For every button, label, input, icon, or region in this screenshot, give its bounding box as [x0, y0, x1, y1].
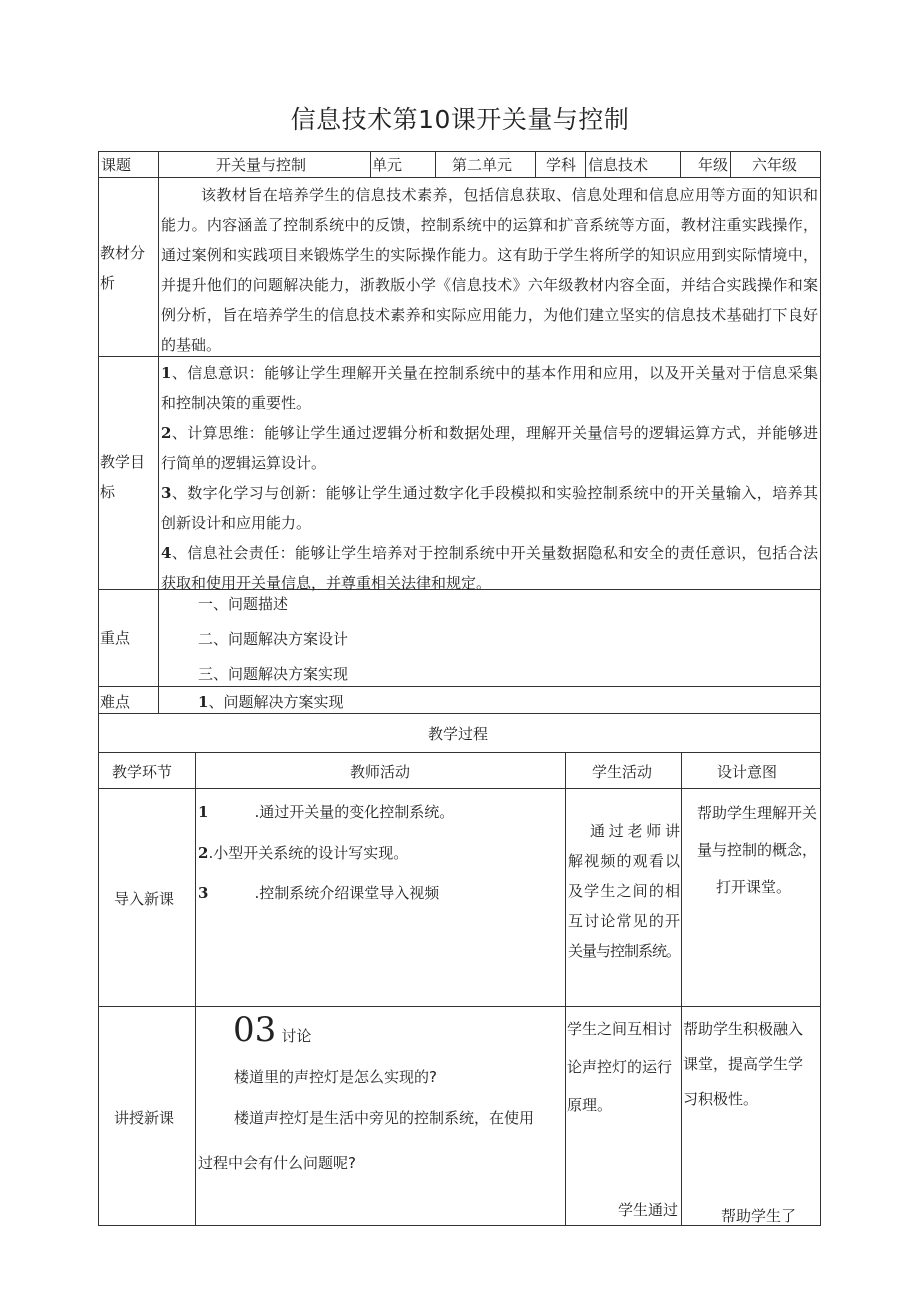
goal-item: 1、信息意识：能够让学生理解开关量在控制系统中的基本作用和应用，以及开关量对于信息采集	[161, 364, 818, 382]
analysis-line: 并提升他们的问题解决能力，浙教版小学《信息技术》六年级教材内容全面，并结合实践操作和案	[161, 276, 818, 294]
teacher-item: 2.小型开关系统的设计写实现。	[198, 844, 409, 862]
goal-item: 4、信息社会责任：能够让学生培养对于控制系统中开关量数据隐私和安全的责任意识，包括合法	[161, 544, 818, 562]
key-point-item: 三、问题解决方案实现	[198, 665, 349, 683]
intent-line: 帮助学生理解开关	[697, 804, 818, 822]
teacher-item: 3 .控制系统介绍课堂导入视频	[198, 884, 440, 902]
column-header-teacher: 教师活动	[350, 763, 411, 781]
goal-item-cont: 行简单的逻辑运算设计。	[161, 454, 327, 472]
goals-label-line1: 教学目	[100, 453, 146, 471]
column-header-intent: 设计意图	[717, 763, 778, 781]
goal-item-cont: 创新设计和应用能力。	[161, 514, 312, 532]
goal-item: 2、计算思维：能够让学生通过逻辑分析和数据处理，理解开关量信号的逻辑运算方式，并能够进	[161, 424, 818, 442]
page-title: 信息技术第10课开关量与控制	[290, 105, 630, 134]
student-line: 学生通过	[618, 1201, 679, 1219]
teacher-line: 楼道声控灯是生活中旁见的控制系统，在使用	[234, 1109, 535, 1127]
unit-value: 第二单元	[452, 156, 513, 174]
course-value: 信息技术	[588, 156, 649, 174]
analysis-line: 通过案例和实践项目来锻炼学生的实际操作能力。这有助于学生将所学的知识应用到实际情境中，	[161, 246, 818, 264]
course-label: 学科	[546, 156, 577, 174]
analysis-line: 能力。内容涵盖了控制系统中的反馈，控制系统中的运算和扩音系统等方面，教材注重实践操作，	[161, 216, 818, 234]
analysis-text	[161, 180, 818, 360]
difficulty-item: 1、问题解决方案实现	[198, 693, 344, 711]
analysis-label-line1: 教材分	[100, 244, 146, 262]
key-point-item: 一、问题描述	[198, 595, 289, 613]
grade-value: 六年级	[752, 156, 798, 174]
goal-item-cont: 和控制决策的重要性。	[161, 394, 312, 412]
intent-line: 打开课堂。	[716, 878, 792, 896]
analysis-label-line2: 析	[100, 274, 116, 292]
analysis-line: 该教材旨在培养学生的信息技术素养，包括信息获取、信息处理和信息应用等方面的知识和	[201, 186, 818, 204]
intent-line: 帮助学生积极融入	[683, 1020, 804, 1038]
teacher-line: 过程中会有什么问题呢?	[198, 1154, 356, 1172]
intent-line: 量与控制的概念，	[697, 841, 818, 859]
student-line: 原理。	[567, 1096, 613, 1114]
teacher-item: 1 .通过开关量的变化控制系统。	[198, 803, 455, 821]
analysis-line: 的基础。	[161, 336, 222, 354]
goal-item-cont: 获取和使用开关量信息，并尊重相关法律和规定。	[161, 574, 492, 592]
unit-label: 单元	[372, 156, 403, 174]
intent-line: 习积极性。	[683, 1090, 759, 1108]
subject-label: 课题	[101, 156, 132, 174]
row-stage: 讲授新课	[114, 1109, 175, 1127]
student-line: 学生之间互相讨	[567, 1020, 673, 1038]
row-stage: 导入新课	[114, 890, 175, 908]
goals-list	[161, 358, 818, 598]
goal-item: 3、数字化学习与创新：能够让学生通过数字化手段模拟和实验控制系统中的开关量输入，培养其	[161, 484, 818, 502]
subject-value: 开关量与控制	[216, 156, 307, 174]
student-line: 论声控灯的运行	[567, 1058, 673, 1076]
analysis-line: 例分析，旨在培养学生的信息技术素养和实际应用能力，为他们建立坚实的信息技术基础打下良好	[161, 306, 818, 324]
key-points-label: 重点	[100, 629, 131, 647]
process-heading: 教学过程	[428, 725, 489, 743]
intent-line: 帮助学生了	[721, 1207, 797, 1225]
column-header-student: 学生活动	[592, 763, 653, 781]
grade-label: 年级	[698, 156, 729, 174]
intent-line: 课堂，提高学生学	[683, 1055, 804, 1073]
student-activity: 通过老师讲 解视频的观看以 及学生之间的相 互讨论常见的开 关量与控制系统。	[568, 822, 681, 960]
goals-label-line2: 标	[100, 483, 116, 501]
column-header-stage: 教学环节	[112, 763, 173, 781]
difficulty-label: 难点	[100, 693, 131, 711]
teacher-line: 楼道里的声控灯是怎么实现的?	[234, 1068, 437, 1086]
discussion-heading: 03 讨论	[233, 1010, 312, 1050]
key-point-item: 二、问题解决方案设计	[198, 630, 349, 648]
